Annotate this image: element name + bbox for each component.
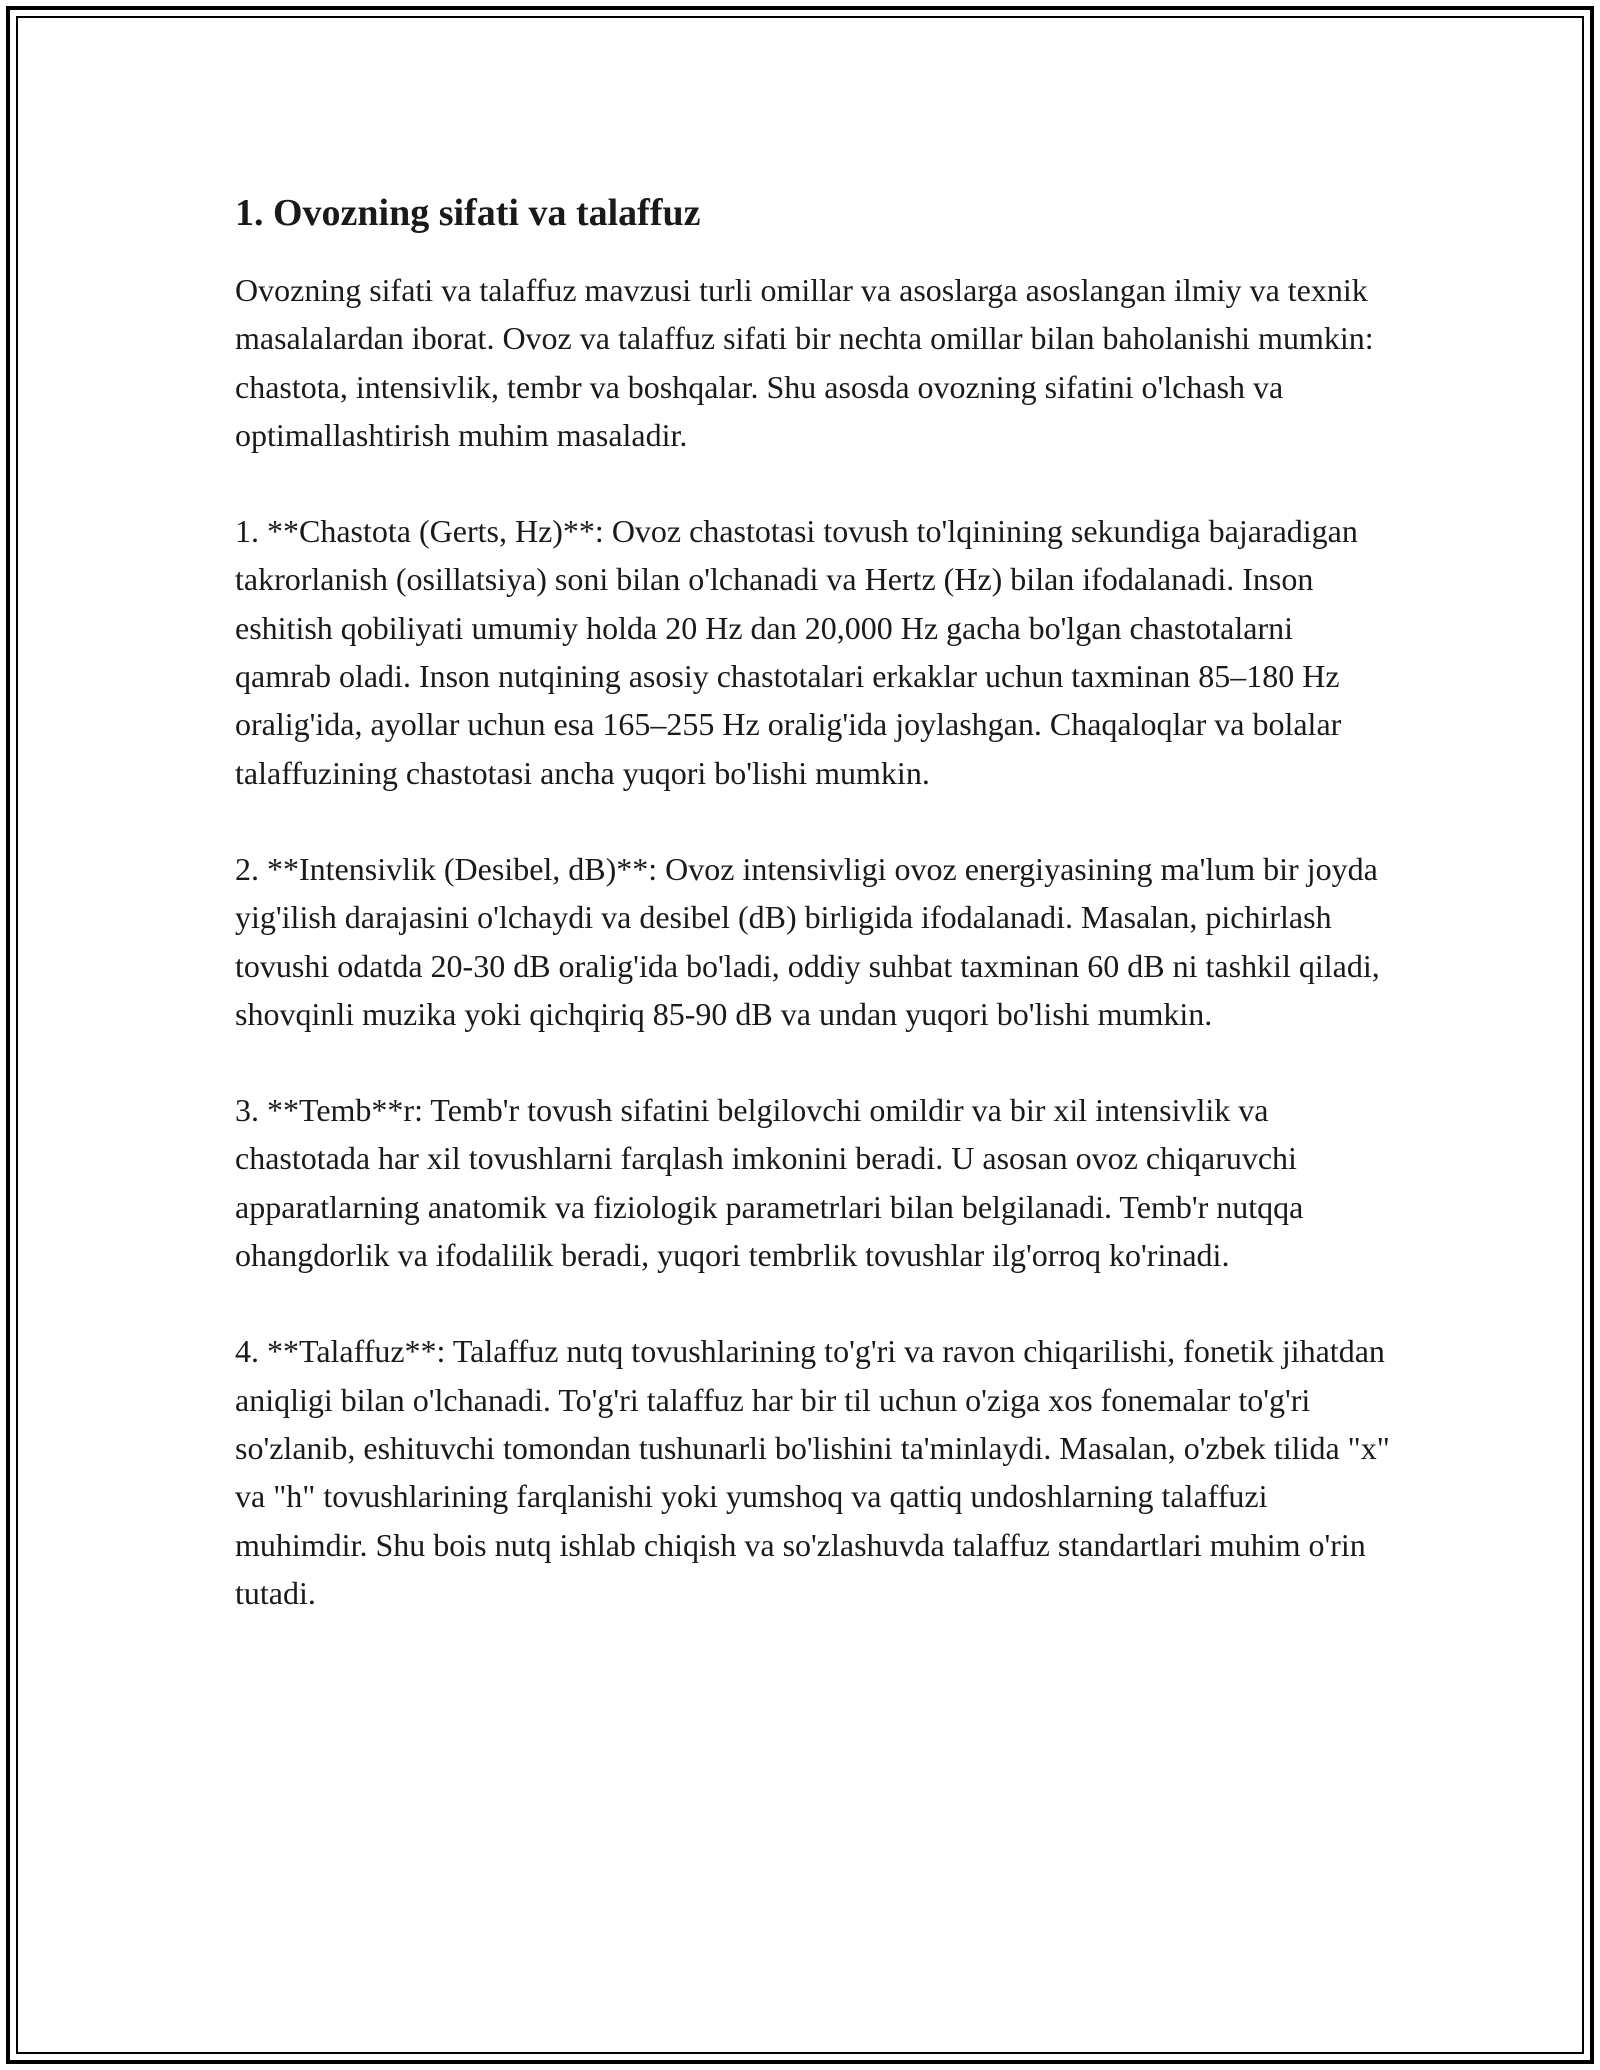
paragraph-tembr: 3. **Temb**r: Temb'r tovush sifatini belgilovchi omildir va bir xil intensivlik va chastotada har xil tovushlarni farqlash imkonini beradi. U asosan ovoz chiqaruvchi apparatlarning anatomik va fiziologik parametrlari bilan belgilanadi. Temb'r nutqqa ohangdorlik va ifodalilik beradi, yuqori tembrlik tovushlar ilg'orroq ko'rinadi. — [235, 1092, 1304, 1274]
paragraph-chastota: 1. **Chastota (Gerts, Hz)**: Ovoz chastotasi tovush to'lqinining sekundiga bajaradigan takrorlanish (osillatsiya) soni bilan o'lchanadi va Hertz (Hz) bilan ifodalanadi. Inson eshitish qobiliyati umumiy holda 20 Hz dan 20,000 Hz gacha bo'lgan chastotalarni qamrab oladi. Inson nutqining asosiy chastotalari erkaklar uchun taxminan 85–180 Hz oralig'ida, ayollar uchun esa 165–255 Hz oralig'ida joylashgan. Chaqaloqlar va bolalar talaffuzining chastotasi ancha yuqori bo'lishi mumkin. — [235, 513, 1358, 791]
document-title: 1. Ovozning sifati va talaffuz — [235, 192, 701, 234]
paragraph-intensivlik: 2. **Intensivlik (Desibel, dB)**: Ovoz intensivligi ovoz energiyasining ma'lum bir joyda yig'ilish darajasini o'lchaydi va desibel (dB) birligida ifodalanadi. Masalan, pichirlash tovushi odatda 20-30 dB oralig'ida bo'ladi, oddiy suhbat taxminan 60 dB ni tashkil qiladi, shovqinli muzika yoki qichqiriq 85-90 dB va undan yuqori bo'lishi mumkin. — [235, 850, 1380, 1032]
intro-paragraph: Ovozning sifati va talaffuz mavzusi turli omillar va asoslarga asoslangan ilmiy va texnik masalalardan iborat. Ovoz va talaffuz sifati bir nechta omillar bilan baholanishi mumkin: chastota, intensivlik, tembr va boshqalar. Shu asosda ovozning sifatini o'lchash va optimallashtirish muhim masaladir. — [235, 272, 1374, 453]
document-body — [235, 188, 1395, 1617]
paragraph-talaffuz: 4. **Talaffuz**: Talaffuz nutq tovushlarining to'g'ri va ravon chiqarilishi, fonetik jihatdan aniqligi bilan o'lchanadi. To'g'ri talaffuz har bir til uchun o'ziga xos fonemalar to'g'ri so'zlanib, eshituvchi tomondan tushunarli bo'lishini ta'minlaydi. Masalan, o'zbek tilida "x" va "h" tovushlarining farqlanishi yoki yumshoq va qattiq undoshlarning talaffuzi muhimdir. Shu bois nutq ishlab chiqish va so'zlashuvda talaffuz standartlari muhim o'rin tutadi. — [235, 1333, 1390, 1611]
